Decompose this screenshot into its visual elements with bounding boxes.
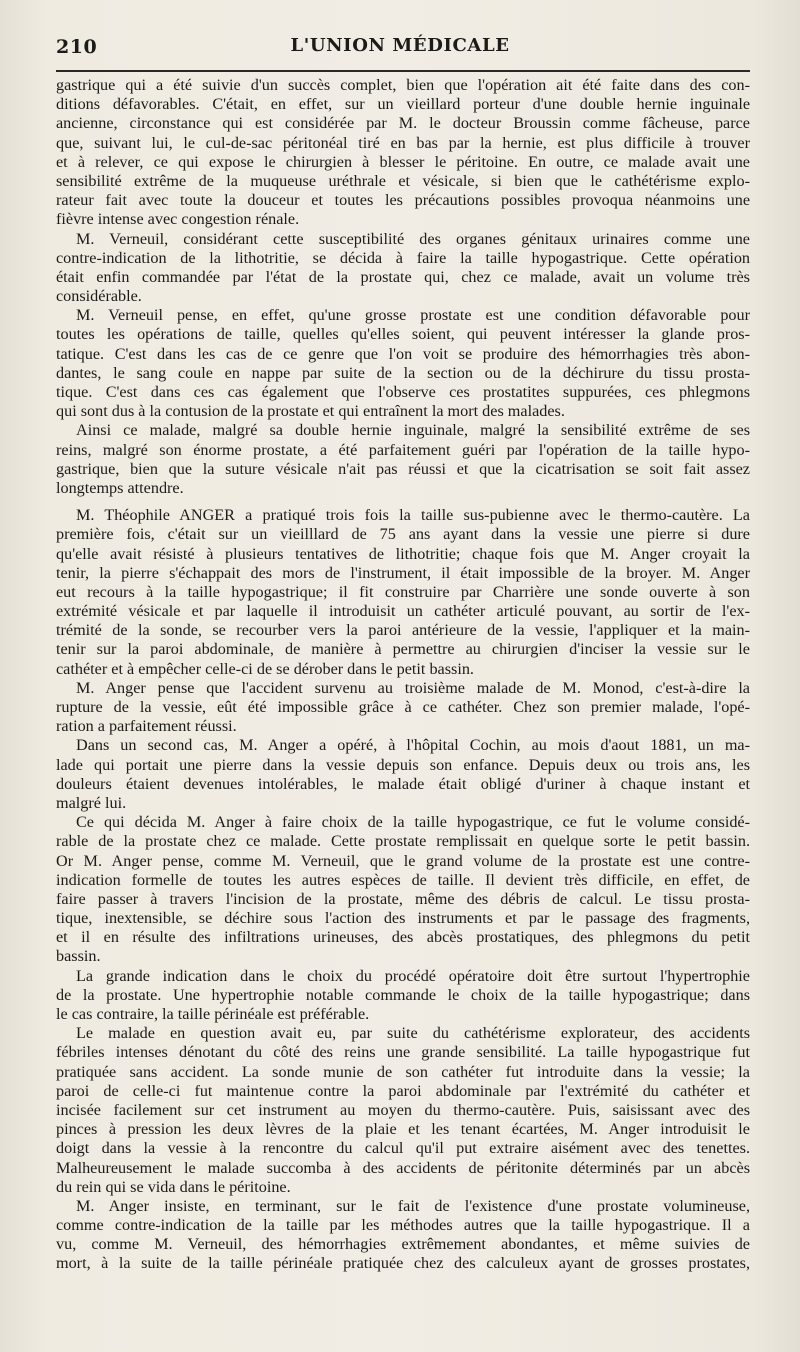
text-line: qui sont dus à la contusion de la prostate et qui entraînent la mort des malades. (56, 402, 565, 421)
text-line: M. Verneuil, considérant cette susceptibilité des organes génitaux urinaires comme une (76, 229, 750, 248)
text-line: Or M. Anger pense, comme M. Verneuil, que le grand volume de la prostate est une contre- (56, 851, 750, 870)
text-line: vu, comme M. Verneuil, des hémorrhagies extrêmement abondantes, et même suivies de (56, 1235, 750, 1254)
text-line: et il en résulte des infiltrations urineuses, des abcès prostatiques, des phlegmons du petit (56, 928, 750, 947)
text-line: mort, à la suite de la taille périnéale pratiquée chez des calculeux ayant de grosses prostates, (56, 1254, 750, 1273)
text-line: sensibilité extrême de la muqueuse uréthrale et vésicale, si bien que le cathétérisme explo- (56, 171, 750, 190)
text-line: Ce qui décida M. Anger à faire choix de la taille hypogastrique, ce fut le volume considé- (76, 813, 750, 832)
text-line: fébriles intenses dénotant du côté des reins une grande sensibilité. La taille hypogastrique fut (56, 1043, 750, 1062)
text-line: trémité de la sonde, se recourber vers la paroi antérieure de la vessie, l'appliquer et la main- (56, 621, 750, 640)
text-line: gastrique, bien que la suture vésicale n'ait pas réussi et que la cicatrisation se soit fait assez (56, 459, 750, 478)
text-line: pinces à pression les deux lèvres de la plaie et les tenant écartées, M. Anger introduisit le (56, 1120, 750, 1139)
text-line: ditions défavorables. C'était, en effet, sur un vieillard porteur d'une double hernie inguinale (56, 95, 750, 114)
text-line: paroi de celle-ci fut maintenue contre la paroi abdominale par l'extrémité du cathéter et (56, 1081, 750, 1100)
text-line: eut recours à la taille hypogastrique; il fit construire par Charrière une sonde ouverte à son (56, 582, 750, 601)
text-line: longtemps attendre. (56, 478, 184, 497)
text-line: de la prostate. Une hypertrophie notable commande le choix de la taille hypogastrique; dans (56, 985, 750, 1004)
text-line: pratiquée sans accident. La sonde munie de son cathéter fut introduite dans la vessie; la (56, 1062, 750, 1081)
text-line: M. Théophile ANGER a pratiqué trois fois la taille sus-pubienne avec le thermo-cautère. La (76, 506, 750, 525)
text-line: tique. C'est dans ces cas également que l'observe ces prostatites suppurées, ces phlegmons (56, 383, 750, 401)
header-rule (56, 70, 750, 72)
text-line: du rein qui se vida dans le péritoine. (56, 1177, 291, 1196)
text-line: et à relever, ce qui expose le chirurgien à blesser le péritoine. En outre, ce malade avait une (56, 152, 750, 171)
text-line: lade qui portait une pierre dans la vessie depuis son enfance. Depuis deux ou trois ans, les (56, 755, 750, 774)
text-line: M. Verneuil pense, en effet, qu'une grosse prostate est une condition défavorable pour (76, 306, 750, 325)
text-line: tique, inextensible, se déchire sous l'action des instruments et par le passage des fragments, (56, 909, 750, 928)
text-line: M. Anger insiste, en terminant, sur le fait de l'existence d'une prostate volumineuse, (76, 1196, 750, 1215)
text-line: Dans un second cas, M. Anger a opéré, à l'hôpital Cochin, au mois d'aout 1881, un ma- (76, 736, 750, 755)
text-line: douleurs étaient devenues intolérables, le malade était obligé d'uriner à chaque instant et (56, 774, 750, 793)
text-line: était enfin commandée par l'état de la prostate qui, chez ce malade, avait un volume très (56, 267, 750, 286)
text-line: qu'elle avait résisté à plusieurs tentatives de lithotritie; chaque fois que M. Anger croyait la (56, 544, 750, 563)
text-line: reins, malgré son énorme prostate, a été parfaitement guéri par l'opération de la taille hypo- (56, 440, 750, 459)
text-line: toutes les opérations de taille, quelles qu'elles soient, qui peuvent intéresser la glande pros- (56, 325, 750, 344)
text-line: première fois, c'était sur un vieilllard de 75 ans ayant dans la vessie une pierre si dure (56, 525, 750, 544)
text-line: incisée facilement sur cet instrument au moyen du thermo-cautère. Puis, saisissant avec des (56, 1100, 750, 1119)
paragraph-gap (56, 498, 750, 506)
text-line: que, suivant lui, le cul-de-sac péritonéal tiré en bas par la hernie, est plus difficile à trouver (56, 133, 750, 152)
text-line: Ainsi ce malade, malgré sa double hernie inguinale, malgré la sensibilité extrême de ses (76, 421, 750, 440)
text-line: tenir, la pierre s'échappait des mors de l'instrument, il était impossible de la broyer. M. Anger (56, 563, 750, 582)
text-line: faire passer à travers l'incision de la prostate, même des débris de calcul. Le tissu prosta- (56, 889, 750, 908)
text-line: ration a parfaitement réussi. (56, 717, 237, 736)
text-line: extrémité vésicale et par laquelle il introduisit un cathéter articulé pouvant, au sortir de l'ex- (56, 602, 750, 621)
text-line: contre-indication de la lithotritie, se décida à faire la taille hypogastrique. Cette opération (56, 248, 750, 267)
page-header (50, 26, 750, 66)
text-line: rateur fait avec toute la douceur et toutes les précautions possibles provoqua néanmoins une (56, 191, 750, 210)
text-line: rupture de la vessie, eût été impossible grâce à ce cathéter. Chez son premier malade, l'opé- (56, 698, 750, 716)
text-line: tenir sur la paroi abdominale, de manière à permettre au chirurgien d'inciser la vessie sur le (56, 640, 750, 659)
page-number: 210 (56, 36, 98, 58)
text-line: le cas contraire, la taille périnéale est préférable. (56, 1005, 370, 1023)
text-line: ancienne, circonstance qui est considérée par M. le docteur Broussin comme fâcheuse, parce (56, 114, 750, 133)
text-line: bassin. (56, 947, 101, 966)
text-line: La grande indication dans le choix du procédé opératoire doit être surtout l'hypertrophie (76, 966, 750, 985)
text-line: comme contre-indication de la taille par les méthodes autres que la taille hypogastrique. Il a (56, 1216, 750, 1235)
text-line: tatique. C'est dans les cas de ce genre que l'on voit se produire des hémorrhagies très abon- (56, 344, 750, 363)
running-title: L'UNION MÉDICALE (290, 35, 510, 56)
text-line: dantes, le sang coule en nappe par suite de la section ou de la déchirure du tissu prosta- (56, 363, 750, 382)
text-line: gastrique qui a été suivie d'un succès complet, bien que l'opération ait été faite dans des con- (56, 76, 750, 94)
text-line: cathéter et à empêcher celle-ci de se dérober dans le petit bassin. (56, 659, 474, 678)
text-line: considérable. (56, 287, 142, 306)
text-line: fièvre intense avec congestion rénale. (56, 210, 300, 229)
text-line: malgré lui. (56, 793, 127, 812)
article-body (56, 76, 750, 1274)
text-line: M. Anger pense que l'accident survenu au troisième malade de M. Monod, c'est-à-dire la (76, 678, 750, 697)
text-line: Le malade en question avait eu, par suite du cathétérisme explorateur, des accidents (76, 1024, 750, 1043)
text-line: indication formelle de toutes les autres espèces de taille. Il devient très difficile, en effet, de (56, 870, 750, 889)
text-line: rable de la prostate chez ce malade. Cette prostate remplissait en quelque sorte le petit bassin. (56, 832, 750, 851)
text-line: doigt dans la vessie à la rencontre du calcul qu'il put extraire aisément avec des tenettes. (56, 1139, 750, 1158)
text-line: Malheureusement le malade succomba à des accidents de péritonite déterminés par un abcès (56, 1158, 750, 1177)
